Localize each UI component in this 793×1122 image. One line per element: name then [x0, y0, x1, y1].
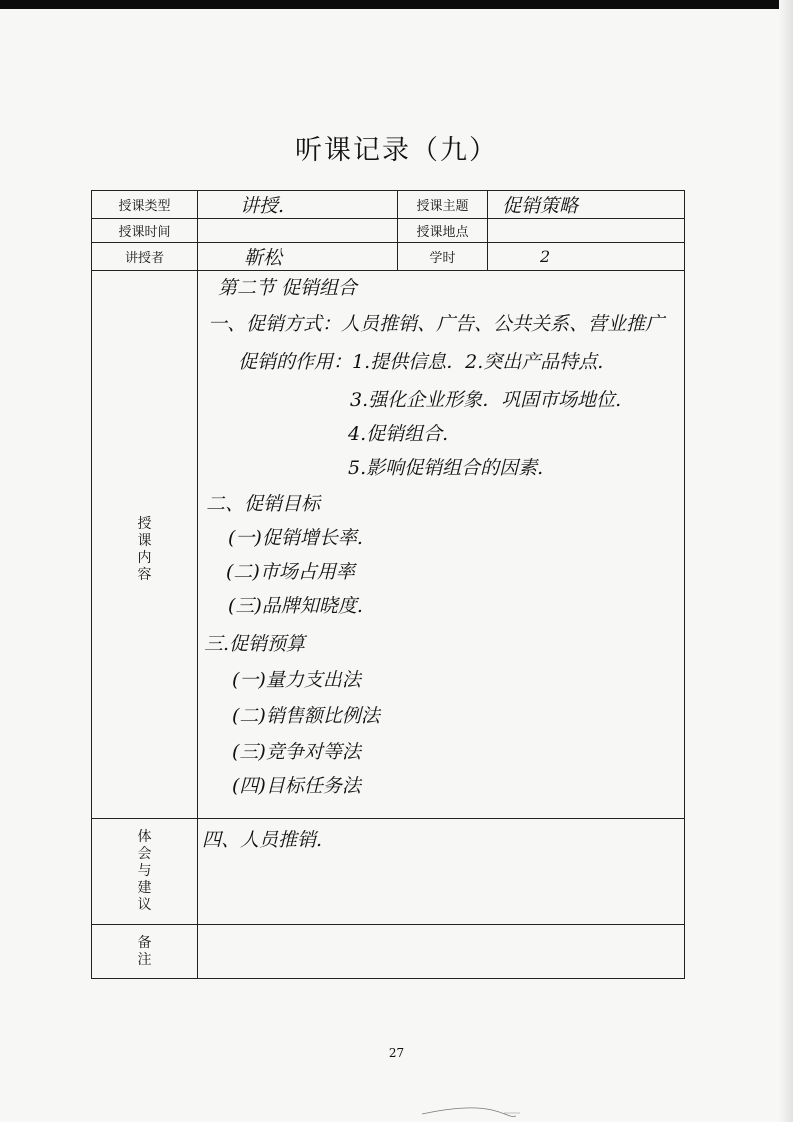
content-label-char: 授 — [137, 515, 152, 532]
content-line: 促销的作用：1.提供信息．2.突出产品特点. — [238, 351, 604, 373]
reflection-cell — [198, 819, 685, 925]
row-type-topic — [92, 191, 685, 219]
content-line: 第二节 促销组合 — [218, 277, 358, 299]
type-value-cell — [198, 191, 398, 219]
content-line: 3.强化企业形象．巩固市场地位. — [350, 389, 622, 411]
reflection-label-char: 与 — [137, 863, 152, 879]
content-line: (三)品牌知晓度. — [228, 595, 363, 617]
topic-value-cell — [488, 191, 685, 219]
content-line: 4.促销组合. — [348, 423, 449, 445]
scan-top-border — [0, 0, 793, 9]
row-content — [92, 271, 685, 819]
content-body — [198, 271, 684, 818]
notes-label-char: 注 — [137, 951, 152, 968]
notes-label-char: 备 — [137, 934, 152, 951]
lecturer-value: 靳松 — [244, 247, 283, 269]
content-line: (一)促销增长率. — [228, 527, 363, 549]
hours-value-cell — [488, 243, 685, 271]
row-reflection — [92, 819, 685, 925]
content-cell — [198, 271, 685, 819]
time-label: 授课时间 — [92, 219, 198, 243]
reflection-text: 四、人员推销. — [202, 829, 323, 851]
content-line: 三.促销预算 — [204, 633, 306, 655]
content-line: (四)目标任务法 — [232, 775, 361, 797]
type-value: 讲授. — [240, 195, 285, 217]
scan-right-shadow — [779, 0, 793, 1122]
place-value — [488, 219, 685, 243]
content-line: 一、促销方式：人员推销、广告、公共关系、营业推广 — [208, 313, 665, 335]
content-line: (二)市场占用率 — [226, 561, 355, 583]
reflection-label-char: 议 — [137, 897, 152, 913]
row-notes — [92, 925, 685, 979]
content-line: (三)竞争对等法 — [232, 741, 361, 763]
type-label: 授课类型 — [92, 191, 198, 219]
hours-value: 2 — [540, 247, 551, 266]
lecture-record-table — [91, 190, 685, 979]
notes-cell — [198, 925, 685, 979]
topic-label: 授课主题 — [398, 191, 488, 219]
topic-value: 促销策略 — [502, 195, 579, 217]
content-line: (一)量力支出法 — [232, 669, 361, 691]
content-label-char: 课 — [137, 532, 152, 549]
content-line: 二、促销目标 — [206, 493, 321, 515]
content-label-cell — [92, 271, 198, 819]
page-title: 听课记录（九） — [295, 135, 498, 166]
row-time-place — [92, 219, 685, 243]
content-line: 5.影响促销组合的因素. — [348, 457, 544, 479]
lecturer-value-cell — [198, 243, 398, 271]
time-value — [198, 219, 398, 243]
notes-label-cell — [92, 925, 198, 979]
row-lecturer-hours — [92, 243, 685, 271]
hours-label: 学时 — [398, 243, 488, 271]
place-label: 授课地点 — [398, 219, 488, 243]
content-line: (二)销售额比例法 — [232, 705, 380, 727]
reflection-label-char: 建 — [137, 880, 152, 896]
reflection-label-char: 会 — [137, 846, 152, 862]
page-number: 27 — [388, 1046, 405, 1060]
reflection-label-cell — [92, 819, 198, 925]
content-label-char: 内 — [137, 549, 152, 566]
content-label-char: 容 — [137, 566, 152, 583]
lecturer-label: 讲授者 — [92, 243, 198, 271]
scan-mark-icon — [420, 1104, 530, 1120]
reflection-label-char: 体 — [137, 829, 152, 845]
